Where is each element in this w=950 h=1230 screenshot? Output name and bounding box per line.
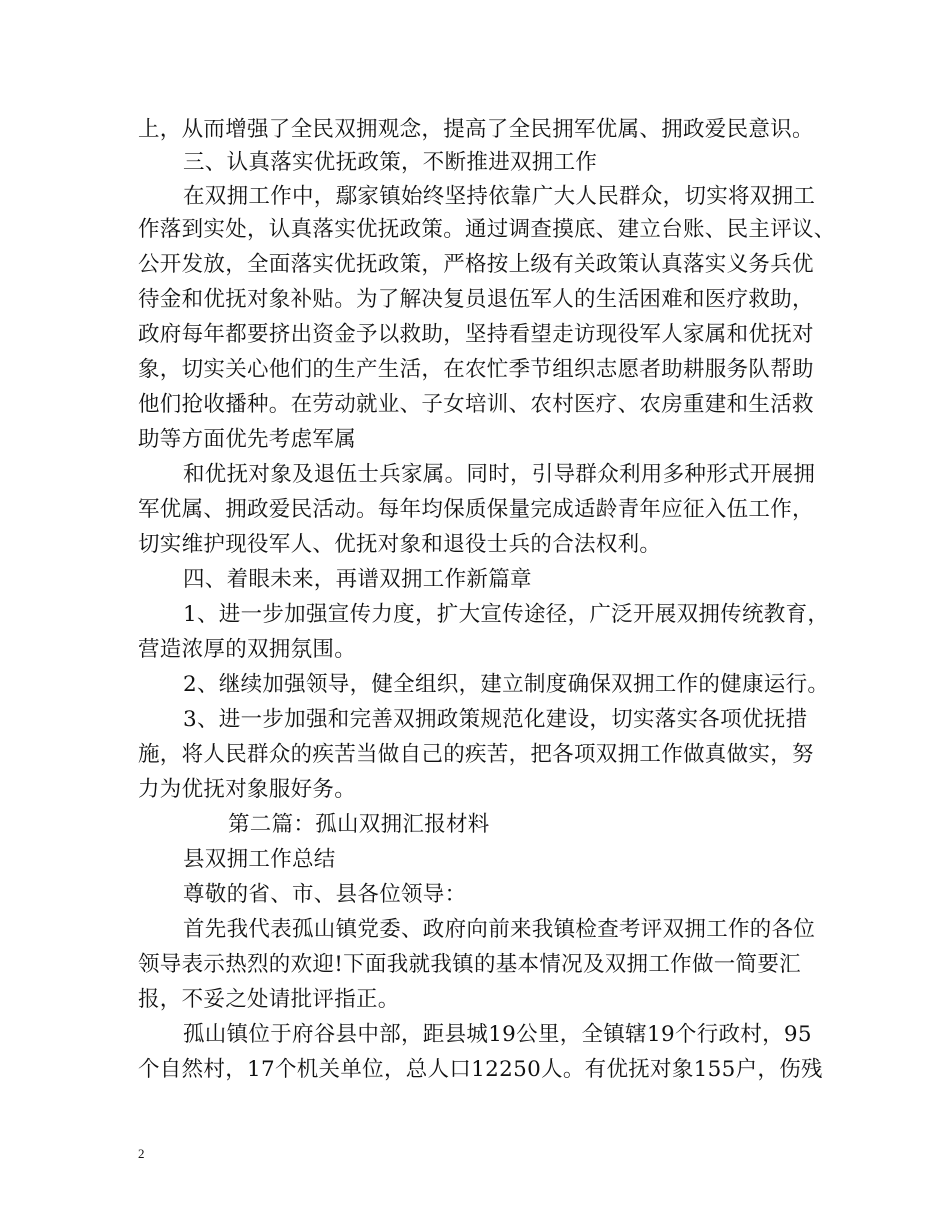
text-line: 政府每年都要挤出资金予以救助，坚持看望走访现役军人家属和优抚对 bbox=[138, 322, 814, 347]
text-line: 上，从而增强了全民双拥观念，提高了全民拥军优属、拥政爱民意识。 bbox=[138, 117, 814, 142]
text-line: 报，不妥之处请批评指正。 bbox=[138, 987, 400, 1012]
text-line: 施，将人民群众的疾苦当做自己的疾苦，把各项双拥工作做真做实，努 bbox=[138, 742, 814, 767]
text-line: 力为优抚对象服好务。 bbox=[138, 777, 357, 802]
text-line: 县双拥工作总结 bbox=[183, 847, 336, 872]
text-line: 象，切实关心他们的生产生活，在农忙季节组织志愿者助耕服务队帮助 bbox=[138, 357, 814, 382]
salutation: 尊敬的省、市、县各位领导： bbox=[183, 882, 467, 907]
text-line: 他们抢收播种。在劳动就业、子女培训、农村医疗、农房重建和生活救 bbox=[138, 392, 814, 417]
article-title: 第二篇：孤山双拥汇报材料 bbox=[228, 812, 490, 837]
text-line: 军优属、拥政爱民活动。每年均保质保量完成适龄青年应征入伍工作， bbox=[138, 497, 814, 522]
text-line: 首先我代表孤山镇党委、政府向前来我镇检查考评双拥工作的各位 bbox=[183, 917, 816, 942]
text-line: 公开发放，全面落实优抚政策，严格按上级有关政策认真落实义务兵优 bbox=[138, 252, 814, 277]
list-item: 3、进一步加强和完善双拥政策规范化建设，切实落实各项优抚措 bbox=[183, 707, 808, 732]
text-line: 个自然村，17个机关单位，总人口12250人。有优抚对象155户，伤残 bbox=[138, 1057, 823, 1082]
section-heading: 四、着眼未来，再谱双拥工作新篇章 bbox=[183, 567, 532, 592]
list-item: 2、继续加强领导，健全组织，建立制度确保双拥工作的健康运行。 bbox=[183, 672, 830, 697]
text-line: 助等方面优先考虑军属 bbox=[138, 427, 357, 452]
text-line: 营造浓厚的双拥氛围。 bbox=[138, 637, 357, 662]
text-line: 作落到实处，认真落实优抚政策。通过调查摸底、建立台账、民主评议、 bbox=[138, 217, 836, 242]
text-line: 在双拥工作中，鄢家镇始终坚持依靠广大人民群众，切实将双拥工 bbox=[183, 184, 816, 209]
section-heading: 三、认真落实优抚政策，不断推进双拥工作 bbox=[183, 150, 598, 175]
text-line: 待金和优抚对象补贴。为了解决复员退伍军人的生活困难和医疗救助， bbox=[138, 287, 814, 312]
text-line: 领导表示热烈的欢迎!下面我就我镇的基本情况及双拥工作做一简要汇 bbox=[138, 952, 801, 977]
text-line: 和优抚对象及退伍士兵家属。同时，引导群众利用多种形式开展拥 bbox=[183, 462, 816, 487]
page-number: 2 bbox=[138, 1146, 145, 1161]
text-line: 孤山镇位于府谷县中部，距县城19公里，全镇辖19个行政村，95 bbox=[183, 1022, 812, 1047]
list-item: 1、进一步加强宣传力度，扩大宣传途径，广泛开展双拥传统教育， bbox=[183, 602, 830, 627]
text-line: 切实维护现役军人、优抚对象和退役士兵的合法权利。 bbox=[138, 532, 662, 557]
